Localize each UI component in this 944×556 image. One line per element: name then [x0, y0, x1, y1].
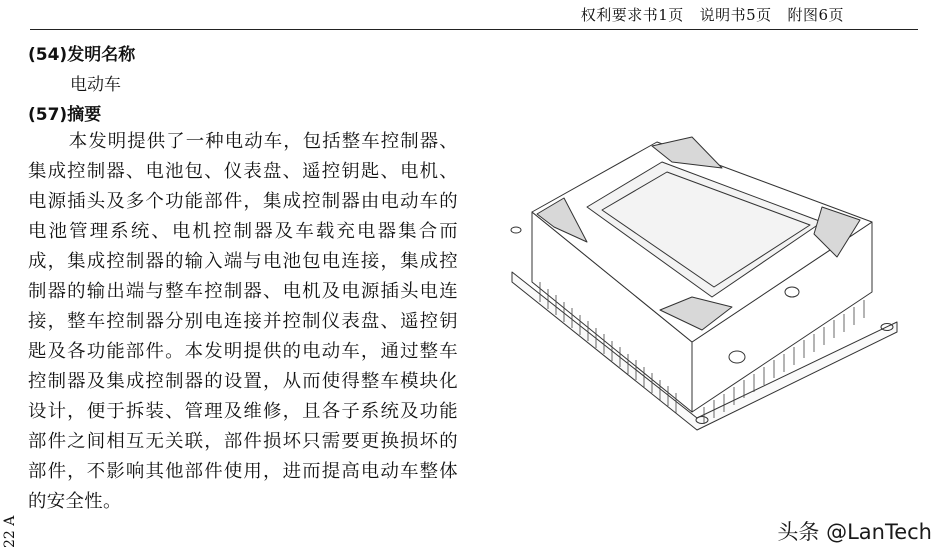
invention-title-label: (54)发明名称: [28, 45, 136, 65]
publication-side-code: 22 A: [2, 515, 18, 548]
watermark: 头条 @LanTech: [777, 520, 932, 544]
invention-title: 电动车: [70, 75, 121, 95]
abstract-label: (57)摘要: [28, 105, 102, 125]
abstract-text: 本发明提供了一种电动车，包括整车控制器、集成控制器、电池包、仪表盘、遥控钥匙、电机、电源插头及多个功能部件，集成控制器由电动车的电池管理系统、电机控制器及车载充电器集合而成，集成控制器的输入端与电池包电连接，集成控制器的输出端与整车控制器、电机及电源插头电连接，整车控制器分别电连接并控制仪表盘、遥控钥匙及各功能部件。本发明提供的电动车，通过整车控制器及集成控制器的设置，从而使得整车模块化设计，便于拆装、管理及维修，且各子系统及功能部件之间相互无关联，部件损坏只需要更换损坏的部件，不影响其他部件使用，进而提高电动车整体的安全性。: [28, 131, 458, 512]
page-header: [0, 0, 944, 30]
header-page-info: 权利要求书1页 说明书5页 附图6页: [580, 6, 844, 24]
controller-figure: [492, 132, 912, 432]
abstract-body: [28, 127, 458, 517]
header-divider: [30, 29, 918, 30]
